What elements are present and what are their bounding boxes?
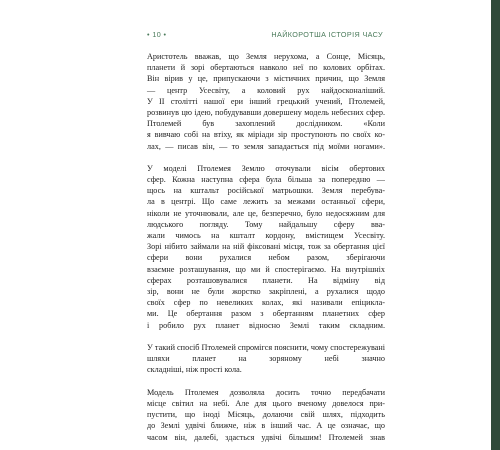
book-spine-edge (491, 0, 500, 450)
paragraph-1 (147, 51, 385, 152)
text-line: складніші, ніж прості кола. (147, 365, 242, 375)
book-title: НАЙКОРОТША ІСТОРІЯ ЧАСУ (271, 30, 383, 39)
text-line: Аристотель вважав, що Земля нерухома, а Сонце, Місяць, (147, 52, 385, 61)
text-line: взаємне розташування, що ми й спостерігаємо. На внутрішніх сферах розташовувалися планети. На відміну від (147, 264, 385, 285)
paragraph-gap (147, 331, 385, 342)
text-line: планети й зорі обертаються навколо неї по колових орбітах. (147, 63, 385, 73)
text-line: У моделі Птолемея Землю оточували вісім обертових (147, 163, 385, 173)
paragraph-4 (147, 387, 385, 443)
text-line: Він вірив у це, припускаючи з містичних причин, що Земля (147, 74, 385, 84)
text-line: лах, — писав він, — то земля западається під моїми ногами». (147, 141, 385, 151)
text-line: ла в центрі. Що саме лежить за межами останньої сфери, (147, 197, 385, 207)
text-line: Модель Птолемея дозволяла досить точно передбачати (147, 387, 385, 397)
text-line: і робило рух планет відносно Землі таким складним. (147, 320, 385, 330)
paragraph-3 (147, 342, 385, 376)
running-head (147, 30, 383, 42)
text-line: розвинув цю ідею, побудувавши довершену модель небесних сфер. Птолемей був захоплений дослідником. «Коли (147, 107, 385, 129)
text-line: ми. Це обертання разом з обертанням планетних сфер (147, 309, 385, 319)
text-line: місце світил на небі. Але для цього вченому довелося при- (147, 398, 385, 408)
text-line: пустити, що іноді Місяць, долаючи свій шлях, підходить (147, 410, 385, 420)
text-line: Зорі нібито займали на ній фіксовані місця, тож за обертання цієї сфери вони рухалися небом разом, зберігаючи (147, 242, 385, 263)
paragraph-gap (147, 376, 385, 387)
text-line: часом він, далебі, здасться удвічі більшим! Птолемей знав (147, 432, 385, 442)
body-text (147, 51, 385, 443)
text-line: своїх сфер по невеликих колах, які називали епіцикла- (147, 298, 385, 308)
text-line: У такий спосіб Птолемей спромігся пояснити, чому спостережувані шляхи планет на зоряному небі значно (147, 343, 385, 364)
text-line: я вивчаю собі на втіху, як міріади зір проступоють по своїх ко- (147, 130, 385, 140)
text-line: — центр Усесвіту, а коловий рух найдосконаліший. (147, 85, 385, 95)
text-line: до Землі удвічі ближче, ніж в інший час. А це означає, що (147, 421, 385, 431)
text-line: ніколи не уточнювали, але це, безперечно, було недосяжним для людського погляду. Тому найдальшу сферу вва- (147, 208, 385, 229)
page-number: • 10 • (147, 30, 167, 39)
paragraph-2 (147, 163, 385, 331)
text-line: У ІІ столітті нашої ери інший грецький учений, Птолемей, (147, 96, 385, 106)
text-line: жали чимось на кшталт кордону, вмістищем Усесвіту. (147, 231, 385, 241)
text-line: сфер. Кожна наступна сфера була більша за попередню — (147, 175, 385, 185)
text-line: щось на кштальт російської матрьошки. Земля перебува- (147, 186, 385, 196)
paragraph-gap (147, 152, 385, 163)
text-line: зір, вони не були жорстко закріплені, а рухалися щодо (147, 287, 385, 297)
